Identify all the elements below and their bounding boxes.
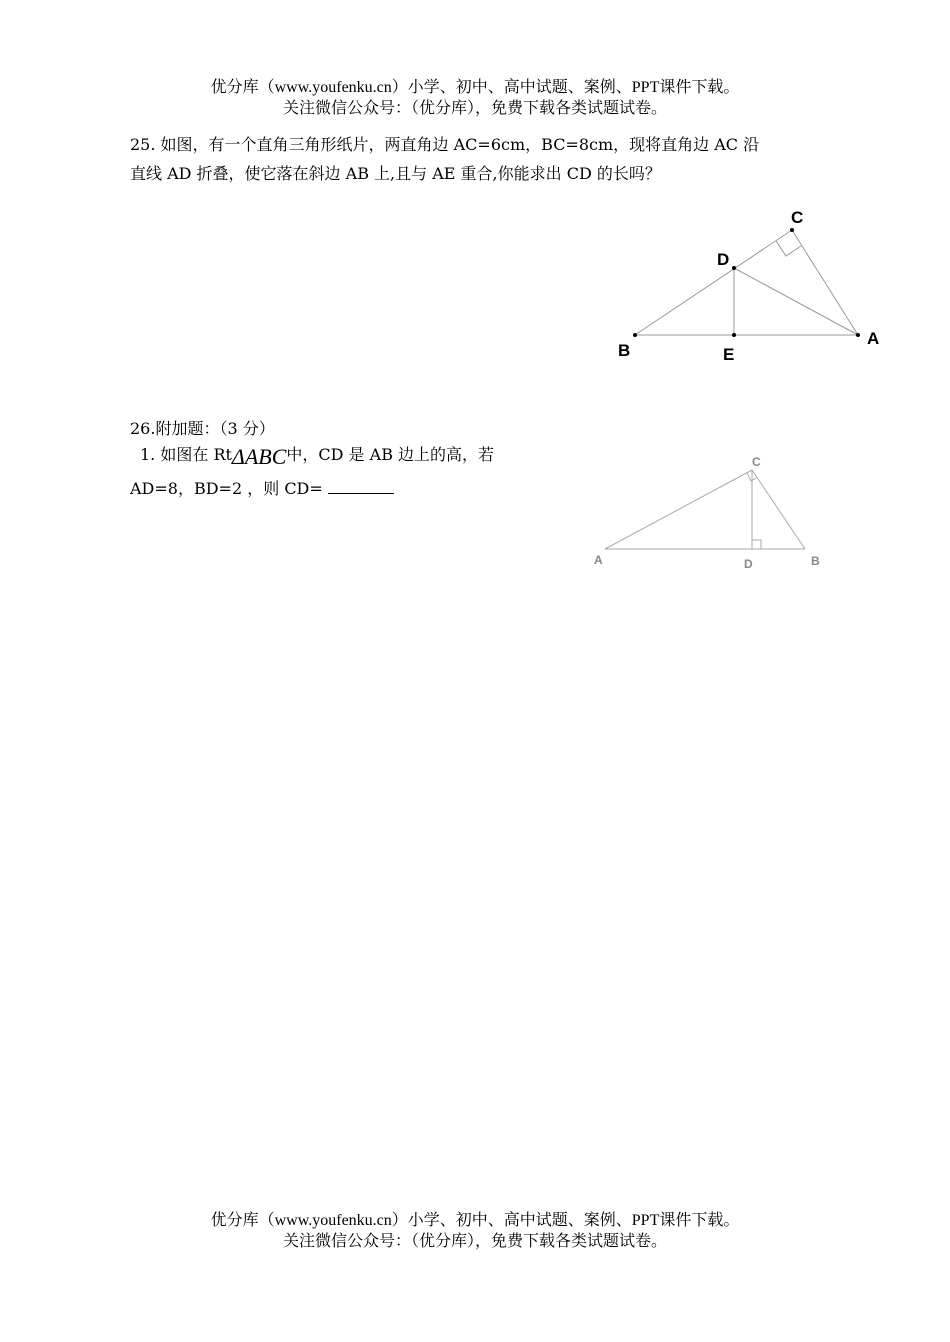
question-26-prefix: 1. 如图在 Rt: [140, 445, 232, 464]
label-B: B: [618, 341, 631, 360]
label-A: A: [867, 329, 880, 348]
segment-BC: [635, 230, 792, 335]
right-angle-mark-D: [752, 540, 761, 549]
question-26-figure: [585, 448, 835, 578]
label-B: B: [811, 554, 820, 568]
label-D: D: [744, 557, 753, 571]
label-C: C: [752, 455, 761, 469]
header-line-1: 优分库（www.youfenku.cn）小学、初中、高中试题、案例、PPT课件下载。: [210, 79, 740, 96]
question-26-condition: AD=8，BD=2 ，则 CD=: [130, 479, 323, 498]
question-25-line-1: 25. 如图，有一个直角三角形纸片，两直角边 AC=6cm，BC=8cm，现将直角边 AC 沿: [130, 135, 760, 154]
point-D: [732, 266, 736, 270]
point-C: [790, 228, 794, 232]
page-header: [0, 77, 950, 119]
question-26-line-2: [130, 478, 394, 499]
point-B: [633, 333, 637, 337]
question-25-figure: [600, 200, 900, 370]
footer-line-1: 优分库（www.youfenku.cn）小学、初中、高中试题、案例、PPT课件下载。: [210, 1212, 740, 1229]
label-C: C: [791, 208, 804, 227]
segment-DA: [734, 268, 858, 335]
question-25-line-2: 直线 AD 折叠，使它落在斜边 AB 上,且与 AE 重合,你能求出 CD 的长吗？: [130, 164, 661, 183]
header-line-2: 关注微信公众号：（优分库），免费下载各类试题试卷。: [282, 100, 667, 117]
question-26-heading: 26.附加题：（3 分）: [130, 419, 275, 438]
label-E: E: [723, 345, 735, 364]
question-26-suffix: 中，CD 是 AB 边上的高，若: [286, 445, 495, 464]
question-26-line-1: [140, 442, 495, 469]
label-D: D: [717, 250, 730, 269]
triangle-symbol: ΔABC: [231, 444, 287, 469]
point-E: [732, 333, 736, 337]
point-A: [856, 333, 860, 337]
answer-blank[interactable]: [328, 479, 394, 494]
segment-CA: [792, 230, 858, 335]
page-footer: [0, 1210, 950, 1252]
footer-line-2: 关注微信公众号：（优分库），免费下载各类试题试卷。: [282, 1233, 667, 1250]
label-A: A: [594, 553, 603, 567]
segment-CB: [752, 470, 805, 549]
segment-AC: [605, 470, 752, 549]
right-angle-mark-C: [776, 241, 801, 256]
